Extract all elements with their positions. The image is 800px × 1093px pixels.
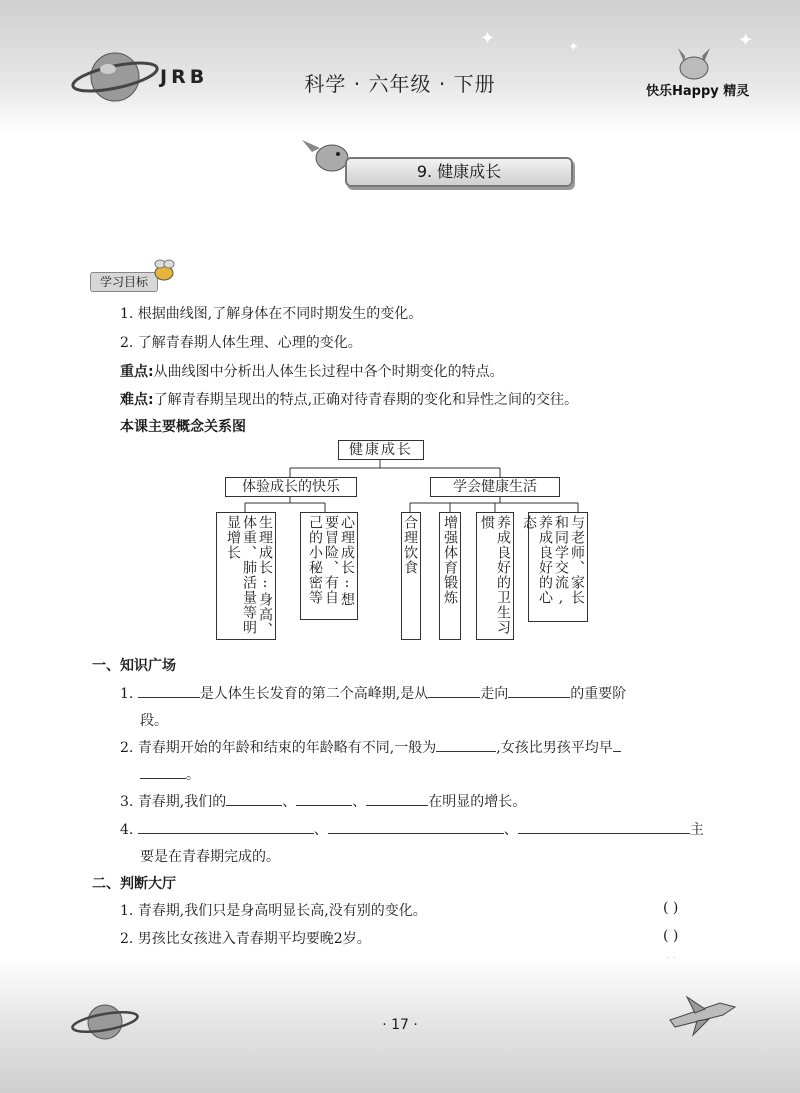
fill-question-1-cont: 段。 <box>140 713 168 729</box>
answer-blank[interactable] <box>518 820 690 834</box>
answer-blank[interactable] <box>508 684 570 698</box>
answer-blank[interactable] <box>328 820 504 834</box>
question-number: 1. <box>120 686 134 702</box>
answer-blank[interactable] <box>226 792 282 806</box>
fill-question-1 <box>120 683 626 703</box>
key-point-label: 重点: <box>120 364 154 380</box>
fill-question-3 <box>120 791 526 811</box>
star-icon: ✦ <box>480 28 496 49</box>
question-text: 。 <box>186 767 200 783</box>
answer-parentheses[interactable]: ( ) <box>663 928 679 944</box>
star-icon: ✦ <box>568 40 579 55</box>
book-title: 科学 · 六年级 · 下册 <box>304 72 496 96</box>
question-text: 在明显的增长。 <box>428 794 527 810</box>
diagram-branch-right: 学会健康生活 <box>430 477 560 497</box>
answer-blank[interactable] <box>138 684 200 698</box>
answer-blank[interactable] <box>613 738 621 752</box>
fill-question-2-cont <box>140 764 200 784</box>
objective-1: 1. 根据曲线图,了解身体在不同时期发生的变化。 <box>120 306 423 322</box>
diagram-leaf-communication: 与老师、家长和同学交流,养成良好的心态 <box>528 512 588 622</box>
difficulty-text: 了解青春期呈现出的特点,正确对待青春期的变化和异性之间的交往。 <box>153 392 579 408</box>
question-text: ,女孩比男孩平均早 <box>496 740 613 756</box>
diagram-leaf-exercise: 增强体育锻炼 <box>439 512 461 640</box>
diagram-leaf-mental: 心理成长:想要冒险、有自己的小秘密等 <box>300 512 358 620</box>
question-text: 的重要阶 <box>570 686 627 702</box>
bee-icon <box>150 258 178 284</box>
judge-question-1: 1. 青春期,我们只是身高明显长高,没有别的变化。 <box>120 903 427 919</box>
question-text: 主 <box>689 822 704 838</box>
answer-blank[interactable] <box>428 684 480 698</box>
separator: 、 <box>282 794 297 810</box>
question-text: 青春期,我们的 <box>137 794 227 810</box>
diagram-branch-left: 体验成长的快乐 <box>225 477 357 497</box>
diagram-leaf-hygiene: 养成良好的卫生习惯 <box>476 512 514 640</box>
fill-question-4-cont: 要是在青春期完成的。 <box>140 849 280 865</box>
difficulty-label: 难点: <box>120 392 154 408</box>
question-text: 是人体生长发育的第二个高峰期,是从 <box>199 686 429 702</box>
question-number: 4. <box>120 822 134 838</box>
objective-2: 2. 了解青春期人体生理、心理的变化。 <box>120 335 362 351</box>
judge-question-2: 2. 男孩比女孩进入青春期平均要晚2岁。 <box>120 931 371 947</box>
logo-text: 快乐Happy 精灵 <box>646 84 750 99</box>
answer-blank[interactable] <box>140 765 186 779</box>
question-text: 青春期开始的年龄和结束的年龄略有不同,一般为 <box>137 740 437 756</box>
separator: 、 <box>503 822 518 838</box>
brand-logo-text: JRB <box>160 66 209 88</box>
answer-blank[interactable] <box>366 792 428 806</box>
key-point <box>120 361 504 381</box>
section-judgement-title: 二、判断大厅 <box>92 876 176 892</box>
diagram-leaf-physical: 生理成长:身高、体重、肺活量等明显增长 <box>216 512 276 640</box>
question-number: 3. <box>120 794 134 810</box>
answer-blank[interactable] <box>296 792 352 806</box>
diagram-leaf-diet: 合理饮食 <box>401 512 421 640</box>
happy-sprite-logo-icon <box>640 48 740 108</box>
diagram-title: 本课主要概念关系图 <box>120 419 246 435</box>
objectives-tag: 学习目标 <box>90 272 158 292</box>
question-text: 走向 <box>480 686 509 702</box>
answer-blank[interactable] <box>436 738 496 752</box>
section-knowledge-title: 一、知识广场 <box>92 658 176 674</box>
fill-question-2 <box>120 737 621 757</box>
page-number: · 17 · <box>382 1017 418 1033</box>
separator: 、 <box>313 822 328 838</box>
difficulty-point <box>120 389 578 409</box>
answer-blank[interactable] <box>138 820 314 834</box>
answer-parentheses[interactable]: ( ) <box>663 900 679 916</box>
star-icon: ✦ <box>738 30 754 51</box>
question-number: 2. <box>120 740 134 756</box>
concept-diagram <box>210 440 590 645</box>
lesson-title: 9. 健康成长 <box>345 157 573 187</box>
diagram-root: 健康成长 <box>338 440 424 460</box>
fill-question-4 <box>120 819 704 839</box>
separator: 、 <box>352 794 367 810</box>
key-point-text: 从曲线图中分析出人体生长过程中各个时期变化的特点。 <box>153 364 504 380</box>
